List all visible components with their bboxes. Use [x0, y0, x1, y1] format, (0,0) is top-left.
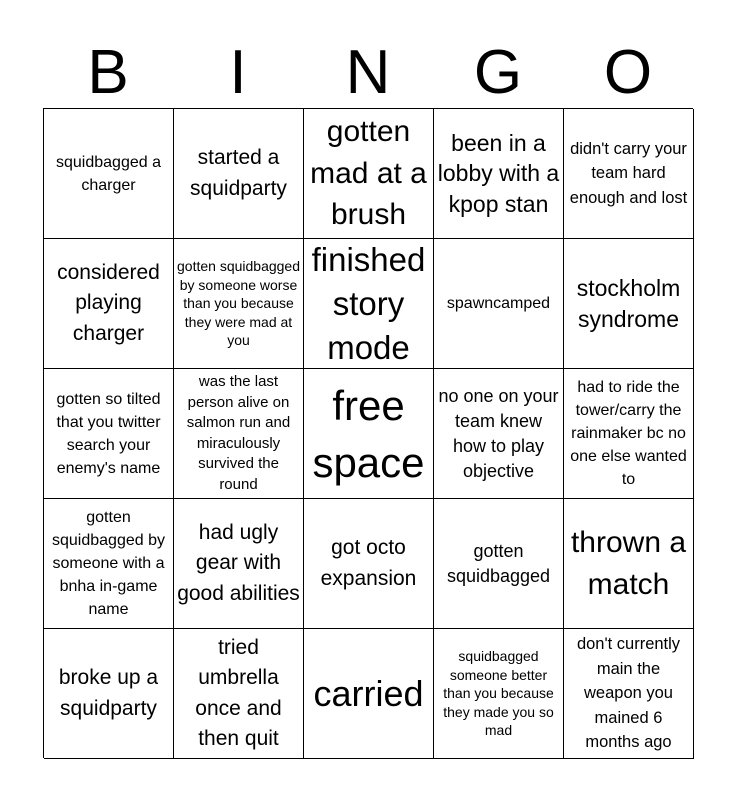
bingo-cell-r5c3[interactable] [304, 629, 434, 759]
bingo-cell-r5c1[interactable] [44, 629, 174, 759]
header-letter-o: O [603, 38, 653, 107]
bingo-cell-text: been in a lobby with a kpop stan [437, 129, 560, 217]
bingo-cell-r5c5[interactable] [564, 629, 694, 759]
bingo-cell-text: gotten squidbagged by someone with a bnha in-game name [52, 509, 165, 618]
bingo-cell-text: tried umbrella once and then quit [195, 635, 282, 750]
bingo-cell-text: free space [312, 381, 425, 486]
bingo-cell-r4c3[interactable] [304, 499, 434, 629]
bingo-cell-r3c2[interactable] [174, 369, 304, 499]
header-letter-i: I [229, 38, 247, 107]
bingo-cell-r4c4[interactable] [434, 499, 564, 629]
bingo-cell-text: considered playing charger [57, 260, 160, 345]
bingo-cell-r1c5[interactable] [564, 109, 694, 239]
bingo-cell-text: squidbagged someone better than you because they made you so mad [443, 648, 554, 739]
bingo-board [43, 108, 693, 758]
bingo-cell-r5c4[interactable] [434, 629, 564, 759]
bingo-cell-r1c3[interactable] [304, 109, 434, 239]
header-letter-b: B [87, 38, 129, 107]
bingo-cell-text: gotten mad at a brush [310, 115, 427, 232]
bingo-cell-r1c4[interactable] [434, 109, 564, 239]
bingo-cell-r2c2[interactable] [174, 239, 304, 369]
header-letter-n: N [345, 38, 391, 107]
bingo-cell-text: didn't carry your team hard enough and lost [569, 139, 688, 207]
bingo-cell-text: finished story mode [311, 240, 426, 366]
bingo-cell-text: carried [313, 672, 424, 714]
bingo-cell-r1c2[interactable] [174, 109, 304, 239]
bingo-cell-r3c4[interactable] [434, 369, 564, 499]
bingo-cell-r4c1[interactable] [44, 499, 174, 629]
bingo-cell-text: don't currently main the weapon you mained 6 months ago [576, 635, 681, 752]
bingo-cell-r4c2[interactable] [174, 499, 304, 629]
bingo-cell-r3c1[interactable] [44, 369, 174, 499]
bingo-cell-text: got octo expansion [320, 536, 417, 590]
bingo-cell-text: broke up a squidparty [58, 666, 159, 720]
bingo-header [43, 38, 693, 108]
bingo-cell-r3c5[interactable] [564, 369, 694, 499]
bingo-cell-r2c3[interactable] [304, 239, 434, 369]
bingo-cell-text: was the last person alive on salmon run and miraculously survived the round [186, 373, 291, 493]
bingo-cell-text: had ugly gear with good abilities [177, 520, 300, 605]
bingo-cell-text: gotten squidbagged by someone worse than you because they were mad at you [177, 258, 300, 349]
bingo-cell-text: gotten so tilted that you twitter search your enemy's name [56, 390, 161, 477]
bingo-cell-text: gotten squidbagged [446, 540, 551, 586]
bingo-cell-r3c3[interactable] [304, 369, 434, 499]
bingo-cell-r5c2[interactable] [174, 629, 304, 759]
bingo-cell-text: spawncamped [446, 295, 551, 312]
bingo-cell-r1c1[interactable] [44, 109, 174, 239]
bingo-cell-text: stockholm syndrome [576, 275, 681, 332]
bingo-cell-text: squidbagged a charger [56, 153, 161, 194]
bingo-cell-r2c1[interactable] [44, 239, 174, 369]
bingo-cell-r2c4[interactable] [434, 239, 564, 369]
bingo-cell-text: thrown a match [570, 526, 687, 601]
bingo-cell-text: started a squidparty [190, 146, 287, 200]
bingo-cell-text: no one on your team knew how to play objective [438, 385, 559, 481]
bingo-cell-r4c5[interactable] [564, 499, 694, 629]
bingo-cell-r2c5[interactable] [564, 239, 694, 369]
header-letter-g: G [473, 38, 523, 107]
bingo-cell-text: had to ride the tower/carry the rainmaker bc no one else wanted to [570, 379, 687, 488]
